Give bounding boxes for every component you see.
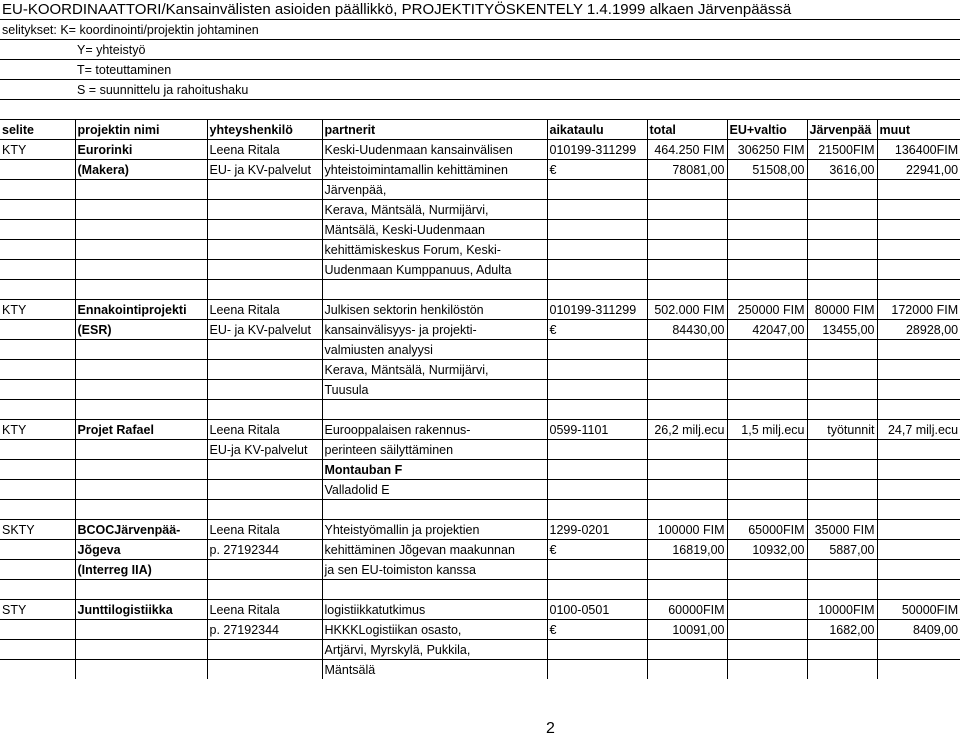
- table-cell: [877, 660, 960, 680]
- table-row: [0, 220, 960, 240]
- table-cell: [0, 560, 75, 580]
- table-cell: [647, 580, 727, 600]
- table-cell: [807, 360, 877, 380]
- table-cell: [647, 660, 727, 680]
- table-cell: [877, 460, 960, 480]
- table-cell: [75, 400, 207, 420]
- table-cell: [807, 280, 877, 300]
- table-cell: [207, 360, 322, 380]
- table-cell: [75, 220, 207, 240]
- table-row: [0, 460, 960, 480]
- table-cell: [75, 360, 207, 380]
- table-cell: [547, 640, 647, 660]
- legend-line: selitykset: K= koordinointi/projektin johtaminen: [0, 20, 960, 40]
- table-row: [0, 380, 960, 400]
- table-cell: [877, 340, 960, 360]
- table-cell: [0, 620, 75, 640]
- table-row: [0, 140, 960, 160]
- table-cell: Tuusula: [322, 380, 547, 400]
- table-cell: Leena Ritala: [207, 600, 322, 620]
- table-cell: [727, 600, 807, 620]
- table-cell: [727, 180, 807, 200]
- table-cell: [207, 400, 322, 420]
- legend-line: S = suunnittelu ja rahoitushaku: [75, 80, 960, 100]
- table-cell: EU- ja KV-palvelut: [207, 320, 322, 340]
- table-cell: [807, 640, 877, 660]
- table-cell: [727, 220, 807, 240]
- table-cell: [207, 640, 322, 660]
- table-cell: 51508,00: [727, 160, 807, 180]
- table-cell: [727, 480, 807, 500]
- table-cell: p. 27192344: [207, 540, 322, 560]
- table-cell: Projet Rafael: [75, 420, 207, 440]
- table-cell: [0, 540, 75, 560]
- table-cell: [207, 560, 322, 580]
- header-cell: total: [647, 120, 727, 140]
- table-cell: [647, 340, 727, 360]
- table-cell: [75, 440, 207, 460]
- table-cell: [727, 580, 807, 600]
- table-cell: [807, 380, 877, 400]
- table-cell: [647, 360, 727, 380]
- table-cell: 24,7 milj.ecu: [877, 420, 960, 440]
- table-cell: [547, 560, 647, 580]
- table-cell: Keski-Uudenmaan kansainvälisen: [322, 140, 547, 160]
- table-cell: Julkisen sektorin henkilöstön: [322, 300, 547, 320]
- table-cell: [0, 260, 75, 280]
- table-row: [0, 540, 960, 560]
- table-cell: 010199-311299: [547, 300, 647, 320]
- table-cell: [877, 440, 960, 460]
- table-cell: 35000 FIM: [807, 520, 877, 540]
- table-cell: [807, 220, 877, 240]
- table-cell: KTY: [0, 420, 75, 440]
- table-cell: [877, 580, 960, 600]
- table-cell: Valladolid E: [322, 480, 547, 500]
- table-row: [0, 240, 960, 260]
- table-cell: [647, 460, 727, 480]
- table-cell: [0, 280, 75, 300]
- table-row: [0, 360, 960, 380]
- table-cell: Yhteistyömallin ja projektien: [322, 520, 547, 540]
- table-cell: [0, 220, 75, 240]
- table-row: [0, 440, 960, 460]
- table-cell: [727, 280, 807, 300]
- table-cell: 50000FIM: [877, 600, 960, 620]
- table-cell: [807, 560, 877, 580]
- table-cell: [647, 400, 727, 420]
- table-cell: [727, 400, 807, 420]
- table-cell: 1,5 milj.ecu: [727, 420, 807, 440]
- table-cell: 28928,00: [877, 320, 960, 340]
- table-cell: 10000FIM: [807, 600, 877, 620]
- table-cell: 464.250 FIM: [647, 140, 727, 160]
- table-cell: [727, 660, 807, 680]
- table-cell: HKKKLogistiikan osasto,: [322, 620, 547, 640]
- table-cell: [207, 260, 322, 280]
- table-cell: [207, 580, 322, 600]
- header-cell: Järvenpää: [807, 120, 877, 140]
- table-cell: STY: [0, 600, 75, 620]
- table-cell: [75, 460, 207, 480]
- table-row: [0, 500, 960, 520]
- table-row: [0, 200, 960, 220]
- header-cell: projektin nimi: [75, 120, 207, 140]
- table-cell: [547, 660, 647, 680]
- table-row: [0, 660, 960, 680]
- table-cell: [322, 580, 547, 600]
- table-row: [0, 580, 960, 600]
- table-cell: Mäntsälä: [322, 660, 547, 680]
- table-cell: [547, 220, 647, 240]
- table-cell: [547, 400, 647, 420]
- table-cell: 3616,00: [807, 160, 877, 180]
- table-cell: [647, 280, 727, 300]
- table-cell: 502.000 FIM: [647, 300, 727, 320]
- legend-line: Y= yhteistyö: [75, 40, 960, 60]
- table-cell: Eurorinki: [75, 140, 207, 160]
- table-cell: [322, 500, 547, 520]
- table-cell: valmiusten analyysi: [322, 340, 547, 360]
- table-cell: [0, 640, 75, 660]
- table-row: [0, 480, 960, 500]
- table-cell: [877, 380, 960, 400]
- table-cell: kehittämiskeskus Forum, Keski-: [322, 240, 547, 260]
- table-row: [0, 300, 960, 320]
- table-cell: [0, 360, 75, 380]
- table-row: [0, 400, 960, 420]
- table-cell: 80000 FIM: [807, 300, 877, 320]
- table-cell: [207, 240, 322, 260]
- table-cell: 306250 FIM: [727, 140, 807, 160]
- table-cell: SKTY: [0, 520, 75, 540]
- table-cell: 78081,00: [647, 160, 727, 180]
- table-cell: 0599-1101: [547, 420, 647, 440]
- table-cell: [0, 240, 75, 260]
- table-cell: [877, 180, 960, 200]
- table-cell: kehittäminen Jõgevan maakunnan: [322, 540, 547, 560]
- table-cell: [547, 280, 647, 300]
- table-cell: [647, 220, 727, 240]
- table-cell: Leena Ritala: [207, 520, 322, 540]
- table-cell: [877, 260, 960, 280]
- table-cell: [877, 500, 960, 520]
- header-cell: aikataulu: [547, 120, 647, 140]
- table-cell: [647, 640, 727, 660]
- table-cell: [0, 320, 75, 340]
- table-cell: [0, 160, 75, 180]
- table-cell: 16819,00: [647, 540, 727, 560]
- table-cell: [807, 240, 877, 260]
- legend-line: T= toteuttaminen: [75, 60, 960, 80]
- table-cell: perinteen säilyttäminen: [322, 440, 547, 460]
- table-cell: 26,2 milj.ecu: [647, 420, 727, 440]
- table-cell: [75, 580, 207, 600]
- table-row: [0, 160, 960, 180]
- page-number: 2: [546, 720, 555, 737]
- table-cell: 136400FIM: [877, 140, 960, 160]
- table-cell: [727, 360, 807, 380]
- table-cell: Järvenpää,: [322, 180, 547, 200]
- table-cell: 5887,00: [807, 540, 877, 560]
- table-cell: [647, 560, 727, 580]
- table-cell: [0, 180, 75, 200]
- table-cell: [547, 580, 647, 600]
- table-cell: Leena Ritala: [207, 300, 322, 320]
- table-row: [0, 560, 960, 580]
- table-cell: [727, 240, 807, 260]
- table-cell: [647, 500, 727, 520]
- table-cell: [547, 200, 647, 220]
- table-row: [0, 420, 960, 440]
- table-cell: €: [547, 620, 647, 640]
- table-cell: [807, 500, 877, 520]
- table-cell: 10932,00: [727, 540, 807, 560]
- table-cell: EU- ja KV-palvelut: [207, 160, 322, 180]
- table-cell: Kerava, Mäntsälä, Nurmijärvi,: [322, 360, 547, 380]
- table-cell: 13455,00: [807, 320, 877, 340]
- table-cell: [727, 620, 807, 640]
- table-cell: (Interreg IIA): [75, 560, 207, 580]
- table-cell: [727, 440, 807, 460]
- table-cell: [647, 480, 727, 500]
- header-cell: EU+valtio: [727, 120, 807, 140]
- table-row: [0, 620, 960, 640]
- header-cell: partnerit: [322, 120, 547, 140]
- table-cell: [75, 480, 207, 500]
- table-cell: [322, 280, 547, 300]
- table-cell: [547, 360, 647, 380]
- table-cell: logistiikkatutkimus: [322, 600, 547, 620]
- table-cell: €: [547, 160, 647, 180]
- table-cell: [647, 440, 727, 460]
- table-cell: [807, 660, 877, 680]
- header-cell: muut: [877, 120, 960, 140]
- table-cell: [0, 340, 75, 360]
- table-cell: [547, 240, 647, 260]
- table-cell: [207, 480, 322, 500]
- table-cell: [807, 260, 877, 280]
- table-cell: [727, 200, 807, 220]
- table-cell: [0, 480, 75, 500]
- table-cell: [75, 180, 207, 200]
- table-cell: [647, 260, 727, 280]
- table-row: [0, 320, 960, 340]
- table-cell: [877, 480, 960, 500]
- table-cell: [547, 340, 647, 360]
- table-cell: [877, 240, 960, 260]
- table-cell: [0, 200, 75, 220]
- table-cell: [0, 500, 75, 520]
- table-cell: [207, 660, 322, 680]
- table-cell: [727, 340, 807, 360]
- table-cell: [807, 480, 877, 500]
- table-cell: [727, 640, 807, 660]
- table-cell: [807, 440, 877, 460]
- table-cell: Artjärvi, Myrskylä, Pukkila,: [322, 640, 547, 660]
- table-cell: [647, 180, 727, 200]
- table-cell: [0, 400, 75, 420]
- table-cell: [547, 460, 647, 480]
- table-cell: [727, 560, 807, 580]
- table-cell: [807, 400, 877, 420]
- table-cell: 172000 FIM: [877, 300, 960, 320]
- table-cell: 1299-0201: [547, 520, 647, 540]
- table-cell: [322, 400, 547, 420]
- table-cell: Junttilogistiikka: [75, 600, 207, 620]
- table-cell: [807, 460, 877, 480]
- table-cell: [547, 500, 647, 520]
- table-cell: 60000FIM: [647, 600, 727, 620]
- table-cell: [75, 380, 207, 400]
- table-cell: [547, 480, 647, 500]
- table-row: [0, 520, 960, 540]
- table-cell: 100000 FIM: [647, 520, 727, 540]
- table-cell: [877, 520, 960, 540]
- table-cell: [75, 660, 207, 680]
- table-cell: [727, 500, 807, 520]
- table-cell: [75, 620, 207, 640]
- table-row: [0, 180, 960, 200]
- table-cell: EU-ja KV-palvelut: [207, 440, 322, 460]
- table-cell: [207, 340, 322, 360]
- table-cell: [807, 340, 877, 360]
- table-cell: €: [547, 540, 647, 560]
- table-cell: 010199-311299: [547, 140, 647, 160]
- table-cell: 22941,00: [877, 160, 960, 180]
- table-cell: työtunnit: [807, 420, 877, 440]
- table-cell: BCOCJärvenpää-: [75, 520, 207, 540]
- table-row: [0, 260, 960, 280]
- table-cell: KTY: [0, 140, 75, 160]
- table-cell: Kerava, Mäntsälä, Nurmijärvi,: [322, 200, 547, 220]
- table-cell: [207, 500, 322, 520]
- table-cell: [75, 340, 207, 360]
- table-cell: Eurooppalaisen rakennus-: [322, 420, 547, 440]
- table-cell: [647, 240, 727, 260]
- table-cell: [75, 280, 207, 300]
- table-cell: [0, 660, 75, 680]
- table-cell: KTY: [0, 300, 75, 320]
- table-cell: (Makera): [75, 160, 207, 180]
- table-cell: [207, 200, 322, 220]
- table-cell: [807, 200, 877, 220]
- table-cell: [207, 180, 322, 200]
- table-cell: [877, 640, 960, 660]
- table-cell: [877, 560, 960, 580]
- header-row: [0, 120, 960, 140]
- table-cell: (ESR): [75, 320, 207, 340]
- table-cell: [0, 440, 75, 460]
- header-cell: yhteyshenkilö: [207, 120, 322, 140]
- table-row: [0, 640, 960, 660]
- table-cell: [807, 180, 877, 200]
- table-row: [0, 340, 960, 360]
- table-cell: Ennakointiprojekti: [75, 300, 207, 320]
- table-cell: [75, 240, 207, 260]
- table-cell: €: [547, 320, 647, 340]
- table-cell: [75, 640, 207, 660]
- table-cell: [207, 460, 322, 480]
- table-cell: [0, 580, 75, 600]
- table-cell: [207, 280, 322, 300]
- table-cell: [547, 260, 647, 280]
- table-row: [0, 280, 960, 300]
- table-cell: 21500FIM: [807, 140, 877, 160]
- table-cell: 84430,00: [647, 320, 727, 340]
- table-cell: Leena Ritala: [207, 140, 322, 160]
- table-cell: Montauban F: [322, 460, 547, 480]
- table-cell: [877, 540, 960, 560]
- table-cell: [727, 460, 807, 480]
- table-cell: 8409,00: [877, 620, 960, 640]
- table-cell: [75, 260, 207, 280]
- table-cell: [207, 220, 322, 240]
- header-cell: selite: [0, 120, 75, 140]
- table-cell: yhteistoimintamallin kehittäminen: [322, 160, 547, 180]
- table-cell: [547, 440, 647, 460]
- table-cell: 65000FIM: [727, 520, 807, 540]
- table-cell: [727, 260, 807, 280]
- table-cell: [647, 380, 727, 400]
- table-cell: [207, 380, 322, 400]
- table-cell: [877, 360, 960, 380]
- table-cell: Jõgeva: [75, 540, 207, 560]
- table-cell: 250000 FIM: [727, 300, 807, 320]
- table-cell: [547, 380, 647, 400]
- table-cell: [647, 200, 727, 220]
- table-cell: Uudenmaan Kumppanuus, Adulta: [322, 260, 547, 280]
- table-cell: 0100-0501: [547, 600, 647, 620]
- table-cell: 42047,00: [727, 320, 807, 340]
- table-cell: 1682,00: [807, 620, 877, 640]
- table-cell: [877, 400, 960, 420]
- table-cell: [877, 220, 960, 240]
- table-cell: [547, 180, 647, 200]
- table-cell: [807, 580, 877, 600]
- table-cell: 10091,00: [647, 620, 727, 640]
- table-cell: [75, 500, 207, 520]
- table-cell: [75, 200, 207, 220]
- table-cell: ja sen EU-toimiston kanssa: [322, 560, 547, 580]
- table-cell: [727, 380, 807, 400]
- table-cell: [0, 380, 75, 400]
- page-title: EU-KOORDINAATTORI/Kansainvälisten asioiden päällikkö, PROJEKTITYÖSKENTELY 1.4.1999 alkaen Järvenpäässä: [2, 0, 792, 18]
- table-cell: [0, 460, 75, 480]
- table-cell: Leena Ritala: [207, 420, 322, 440]
- table-cell: Mäntsälä, Keski-Uudenmaan: [322, 220, 547, 240]
- table-cell: p. 27192344: [207, 620, 322, 640]
- table-cell: kansainvälisyys- ja projekti-: [322, 320, 547, 340]
- table-row: [0, 600, 960, 620]
- table-cell: [877, 280, 960, 300]
- table-cell: [877, 200, 960, 220]
